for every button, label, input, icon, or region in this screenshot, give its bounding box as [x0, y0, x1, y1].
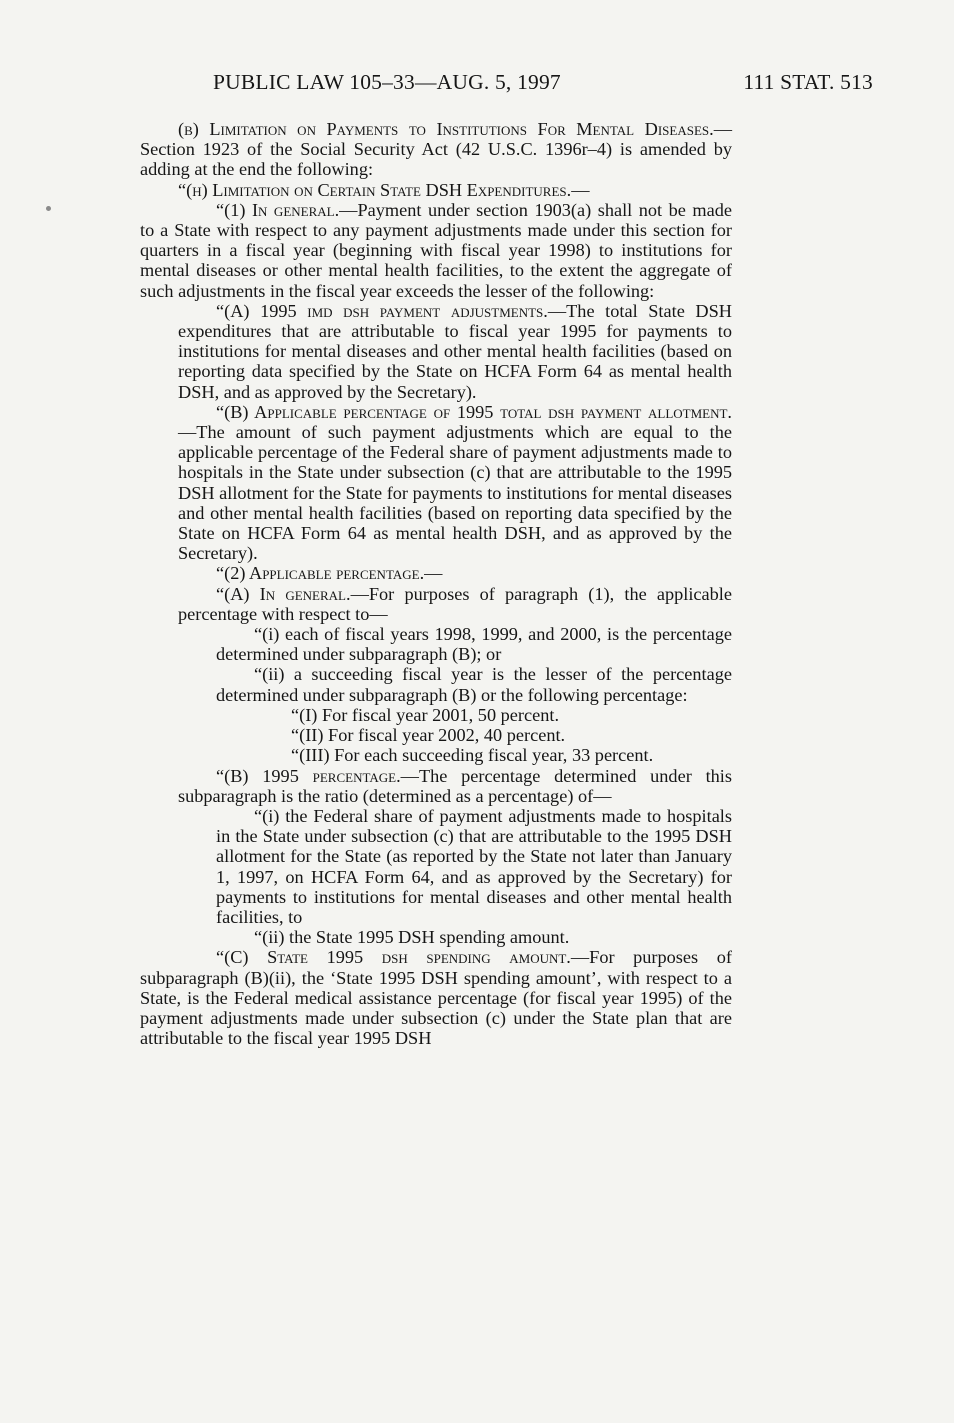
subparagraph-2a-text: —For purposes of paragraph (1), the applicable percentage with respect to— — [178, 583, 732, 624]
subparagraph-1b — [140, 402, 732, 564]
clause-2b-i-text: “(i) the Federal share of payment adjustments made to hospitals in the State under subsection (c) that are attributable to the 1995 DSH allotment for the State (as reported by the State not later than January 1, 1997, on HCFA Form 64, and as approved by the Secretary) for payments to institutions for mental diseases and other mental health facilities, to — [216, 805, 732, 927]
subclause-i-text: “(I) For fiscal year 2001, 50 percent. — [291, 704, 560, 725]
subparagraph-2a — [140, 584, 732, 624]
subparagraph-2a-heading: “(A) In general. — [216, 583, 351, 604]
subsection-h — [140, 180, 732, 200]
paragraph-2-heading: “(2) Applicable percentage. — [216, 563, 425, 584]
paragraph-2-text: — — [424, 563, 443, 584]
subclause-ii — [140, 725, 732, 745]
header-page-number: 111 STAT. 513 — [743, 70, 873, 94]
subsection-b-text: —Section 1923 of the Social Security Act (42 U.S.C. 1396r–4) is amended by adding at the end the following: — [140, 119, 732, 180]
paragraph-1-text: —Payment under section 1903(a) shall not be made to a State with respect to any payment adjustments made under this section for quarters in a fiscal year (beginning with fiscal year 1998) to institutions for mental diseases or other mental health facilities, to the extent the aggregate of such adjustments in the fiscal year exceeds the lesser of the following: — [140, 199, 732, 301]
subparagraph-2b-text: —The percentage determined under this subparagraph is the ratio (determined as a percentage) of— — [178, 765, 732, 806]
subparagraph-2b-heading: “(B) 1995 percentage. — [216, 765, 401, 786]
paragraph-2 — [140, 563, 732, 583]
subparagraph-2c — [140, 947, 732, 1048]
subclause-iii-text: “(III) For each succeeding fiscal year, 33 percent. — [291, 745, 654, 766]
subsection-b-heading: (b) Limitation on Payments to Institutions For Mental Diseases. — [178, 119, 714, 139]
subsection-h-text: — — [571, 179, 590, 200]
paragraph-1 — [140, 200, 732, 301]
subclause-ii-text: “(II) For fiscal year 2002, 40 percent. — [291, 725, 566, 746]
subparagraph-1a-heading: “(A) 1995 imd dsh payment adjustments. — [216, 300, 548, 321]
subparagraph-1a — [140, 301, 732, 402]
clause-2a-i-text: “(i) each of fiscal years 1998, 1999, and 2000, is the percentage determined under subparagraph (B); or — [216, 624, 732, 665]
statute-text — [140, 119, 732, 1048]
header-citation: PUBLIC LAW 105–33—AUG. 5, 1997 — [213, 70, 561, 94]
subclause-i — [140, 705, 732, 725]
clause-2b-ii — [140, 927, 732, 947]
subparagraph-1b-heading: “(B) Applicable percentage of 1995 total dsh payment allotment. — [216, 401, 732, 422]
subsection-b — [140, 119, 732, 180]
clause-2a-ii-text: “(ii) a succeeding fiscal year is the lesser of the percentage determined under subparagraph (B) or the following percentage: — [216, 664, 732, 705]
scan-speck — [46, 206, 51, 211]
clause-2a-ii — [140, 664, 732, 704]
subsection-h-heading: “(h) Limitation on Certain State DSH Expenditures. — [178, 179, 572, 200]
subparagraph-1b-text: —The amount of such payment adjustments which are equal to the applicable percentage of the Federal share of payment adjustments made to hospitals in the State under subsection (c) that are attributable to the 1995 DSH allotment for the State for payments to institutions for mental diseases and other mental health facilities (based on reporting data specified by the State on HCFA Form 64 as mental health DSH, and as approved by the Secretary). — [178, 422, 732, 564]
subclause-iii — [140, 745, 732, 765]
subparagraph-1a-text: —The total State DSH expenditures that are attributable to fiscal year 1995 for payments to institutions for mental diseases and other mental health facilities (based on reporting data specified by the State on HCFA Form 64 as mental health DSH, and as approved by the Secretary). — [178, 300, 733, 402]
clause-2a-i — [140, 624, 732, 664]
running-header — [213, 70, 873, 104]
paragraph-1-heading: “(1) In general. — [216, 199, 340, 220]
clause-2b-i — [140, 806, 732, 927]
subparagraph-2c-heading: “(C) State 1995 dsh spending amount. — [216, 947, 571, 968]
subparagraph-2c-text: —For purposes of subparagraph (B)(ii), the ‘State 1995 DSH spending amount’, with respect to a State, is the Federal medical assistance percentage (for fiscal year 1995) of the payment adjustments made under subsection (c) under the State plan that are attributable to the fiscal year 1995 DSH — [140, 947, 732, 1049]
subparagraph-2b — [140, 766, 732, 806]
clause-2b-ii-text: “(ii) the State 1995 DSH spending amount. — [254, 927, 570, 948]
